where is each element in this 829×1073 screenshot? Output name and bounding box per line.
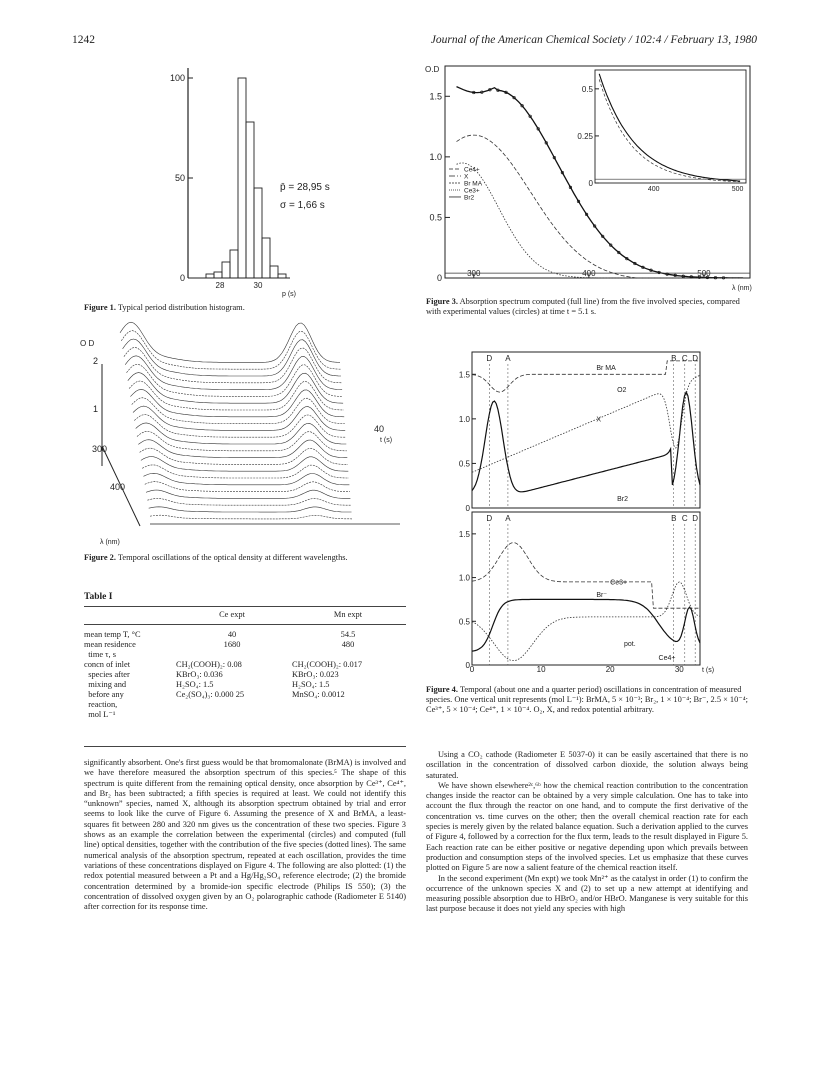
lambda-tick-label: 400 bbox=[110, 482, 126, 492]
table-head-rule bbox=[84, 624, 406, 625]
phase-marker-label: A bbox=[505, 514, 511, 523]
y-tick-label: 1.5 bbox=[458, 370, 470, 380]
inset-x-tick-label: 500 bbox=[731, 186, 744, 193]
paragraph: significantly absorbent. One's first guess would be that bromomalonate (BrMA) is involved and we have therefore measured the absorption spectrum of this species.⁵ The shape of this spectrum is quite different from the remaining optical density, once absorption by Ce³⁺, Ce⁴⁺, and Br₂ has been subtracted; a fifth species is required at least. We could not identify this “unknown” species, named X, although its absorption spectrum obtained by trial and error seems to look like the curve of Figure 6. Assuming the presence of X and BrMA, a least-squares fit between 280 and 320 nm gives us the concentration of these two species. Figure 3 shows as an example the correlation between the experimental (circles) and computed (full line) optical densities, together with the contribution of the five species (dotted lines). The same numerical analysis of the absorption spectrum, repeated at each oscillation, provides the time variations of these concentrations displayed on Figure 4. The following are also plotted: (1) the redox potential measured between a Pt and a Hg/Hg₂SO₄ reference electrode; (2) the bromide concentration determined by a bromide-ion specific electrode (Philips IS 550); (3) the concentration of dissolved oxygen given by an O₂ polarographic cathode (Radiometer E 5140) after correction for its response time. bbox=[84, 758, 406, 912]
inset-frame bbox=[595, 70, 746, 183]
lambda-tick-label: 300 bbox=[92, 444, 108, 454]
table-row bbox=[84, 630, 406, 640]
od-trace bbox=[129, 381, 344, 410]
x-tick-label: 500 bbox=[697, 269, 711, 278]
body-right-column bbox=[426, 750, 748, 915]
caption-label: Figure 4. bbox=[426, 685, 458, 694]
histogram-bar bbox=[262, 238, 270, 278]
figure-1-caption bbox=[84, 303, 404, 313]
od-trace bbox=[120, 322, 340, 362]
paragraph: Using a CO₂ cathode (Radiometer E 5037-0) it can be easily ascertained that there is no oscillation in the concentration of dissolved carbon dioxide, the solution always being saturated. bbox=[426, 750, 748, 780]
concentration-trace bbox=[472, 599, 700, 651]
histogram-bar bbox=[238, 78, 246, 278]
row-mn: CH₂(COOH)₂: 0.017 KBrO₃: 0.023 H₂SO₄: 1.5 MnSO₄: 0.0012 bbox=[292, 660, 363, 699]
caption-text: Temporal oscillations of the optical density at different wavelengths. bbox=[117, 553, 348, 562]
concentration-trace bbox=[472, 375, 700, 472]
body-left-column bbox=[84, 758, 406, 912]
od-trace bbox=[136, 423, 347, 444]
y-tick-label: 1.5 bbox=[429, 91, 442, 102]
phase-marker-label: D bbox=[486, 514, 493, 523]
y-tick-label: 0 bbox=[179, 273, 185, 283]
legend-label: Ce4+ bbox=[464, 166, 480, 174]
y-tick-label: 0 bbox=[465, 661, 470, 670]
od-trace bbox=[150, 515, 352, 519]
phase-marker-label: D bbox=[692, 354, 699, 363]
running-header: Journal of the American Chemical Society / 102:4 / February 13, 1980 bbox=[430, 34, 757, 46]
series-label: Ce4+ bbox=[658, 654, 676, 662]
series-label: Br MA bbox=[596, 364, 616, 372]
legend-label: Br MA bbox=[464, 180, 483, 188]
concentration-trace bbox=[472, 543, 700, 609]
x-tick-label: 400 bbox=[582, 269, 596, 278]
y-tick-label: 0.5 bbox=[458, 459, 470, 469]
inset-y-tick-label: 0.25 bbox=[577, 131, 593, 141]
concentration-trace bbox=[472, 361, 700, 395]
od-tick-label: 2 bbox=[92, 356, 98, 366]
phase-marker-label: C bbox=[681, 354, 688, 363]
table-top-rule bbox=[84, 606, 406, 607]
concentration-trace bbox=[472, 392, 700, 492]
paragraph: We have shown elsewhere²ᶜ,⁶ᵇ how the chemical reaction contribution to the concentration changes inside the reactor can be obtained by a very simple calculation. One has to take into account the flux through the reactor on one hand, and to compute the first derivative of the concentration vs. time curves on the other; then the overall chemical reaction rate for each species is merely given by the related balance equation. Such a derivation applied to the curves of Figure 4, followed by a correction for the flux term, leads to the result displayed in Figure 5. Each reaction rate can be either positive or negative depending upon which prevails between production and consumption steps of the involved species. Let us emphasize that these curves plotted on Figure 5 are now a salient feature of the chemical reaction itself. bbox=[426, 780, 748, 873]
caption-label: Figure 3. bbox=[426, 297, 458, 306]
histogram-bar bbox=[230, 250, 238, 278]
caption-text: Temporal (about one and a quarter period) oscillations in concentration of measured species. One vertical unit represents (mol L⁻¹): BrMA, 5 × 10⁻³; Br₂, 1 × 10⁻⁴; Br⁻, 2.5 × 10⁻⁴; Ce³⁺, 5 × 10⁻⁴; Ce⁴⁺, 1 × 10⁻⁴. O₂, X, and redox potential arbitrary. bbox=[426, 685, 748, 715]
row-label: mean temp T, °C bbox=[84, 630, 141, 639]
annotation-sigma: σ = 1,66 s bbox=[280, 200, 325, 211]
x-axis-label: λ (nm) bbox=[732, 285, 752, 292]
phase-marker-label: D bbox=[692, 514, 699, 523]
x-axis-label: t (s) bbox=[702, 667, 715, 674]
figure-2-caption bbox=[84, 553, 406, 563]
phase-marker-label: A bbox=[505, 354, 511, 363]
phase-marker-label: B bbox=[671, 514, 677, 523]
x-tick-label: 10 bbox=[536, 665, 546, 674]
x-axis-label: p (s) bbox=[282, 291, 296, 298]
row-ce: CH₂(COOH)₂: 0.08 KBrO₃: 0.036 H₂SO₄: 1.5 Ce₂(SO₄)₃: 0.000 25 bbox=[176, 660, 245, 699]
caption-label: Figure 1. bbox=[84, 303, 116, 312]
x-tick-label: 30 bbox=[674, 665, 684, 674]
x-tick-label: 300 bbox=[467, 269, 481, 278]
lambda-axis-label: λ (nm) bbox=[100, 539, 120, 546]
table-row bbox=[84, 640, 406, 660]
histogram-bar bbox=[270, 266, 278, 278]
figure-3-caption bbox=[426, 297, 748, 317]
y-tick-label: 1.0 bbox=[429, 151, 442, 162]
series-label: Br⁻ bbox=[596, 591, 608, 599]
x-tick-label: 28 bbox=[215, 281, 225, 290]
t-axis-label: t (s) bbox=[380, 437, 393, 444]
histogram-bar bbox=[278, 274, 286, 278]
figure-4-oscillations bbox=[450, 340, 730, 674]
paragraph: In the second experiment (Mn expt) we took Mn²⁺ as the catalyst in order (1) to confirm the occurrence of the unknown species X and (2) to set up a new attempt at identifying and measuring possible absorption due to HBrO₂ and/or HBrO. Manganese is very suitable for this last purpose because it does not yield any species with high bbox=[426, 873, 748, 914]
panel-frame bbox=[472, 352, 700, 508]
annotation-mean: p̄ = 28,95 s bbox=[280, 182, 330, 193]
table-1 bbox=[84, 610, 406, 620]
inset-y-tick-label: 0.5 bbox=[581, 84, 593, 94]
od-trace bbox=[128, 373, 343, 404]
t-tick-label: 40 bbox=[374, 424, 385, 434]
histogram-bar bbox=[206, 274, 214, 278]
table-body bbox=[84, 630, 406, 720]
row-label: concn of inlet species after mixing and before any reaction, mol L⁻¹ bbox=[84, 660, 131, 719]
caption-text: Typical period distribution histogram. bbox=[117, 303, 245, 312]
y-tick-label: 0.5 bbox=[429, 212, 442, 223]
page-number: 1242 bbox=[72, 34, 95, 46]
concentration-trace bbox=[472, 579, 700, 661]
od-trace bbox=[137, 431, 347, 451]
figure-4-caption bbox=[426, 685, 748, 716]
panel-frame bbox=[472, 512, 700, 665]
od-trace bbox=[147, 498, 351, 505]
series-label: X bbox=[596, 416, 602, 424]
series-label: Ce3+ bbox=[610, 579, 628, 587]
od-trace bbox=[146, 490, 350, 498]
series-label: O2 bbox=[617, 387, 627, 395]
y-tick-label: 100 bbox=[169, 73, 185, 83]
figure-1-histogram bbox=[160, 58, 360, 298]
series-label: pot. bbox=[624, 640, 636, 648]
y-tick-label: 1.5 bbox=[458, 529, 470, 539]
col-head-mn: Mn expt bbox=[333, 610, 363, 619]
od-trace bbox=[138, 440, 347, 458]
row-label: mean residence time τ, s bbox=[84, 640, 136, 659]
od-trace bbox=[132, 398, 345, 424]
od-trace bbox=[149, 507, 352, 512]
caption-label: Figure 2. bbox=[84, 553, 116, 562]
row-ce: 1680 bbox=[223, 640, 241, 649]
inset-y-tick-label: 0 bbox=[588, 179, 593, 188]
od-tick-label: 1 bbox=[92, 404, 98, 414]
od-trace bbox=[141, 457, 348, 472]
od-trace bbox=[145, 482, 350, 492]
histogram-bar bbox=[222, 262, 230, 278]
y-tick-label: 0.5 bbox=[458, 617, 470, 627]
y-axis-label: O.D bbox=[425, 65, 440, 74]
row-mn: 54.5 bbox=[340, 630, 356, 639]
histogram-bar bbox=[246, 122, 254, 278]
phase-marker-label: D bbox=[486, 354, 493, 363]
histogram-bar bbox=[214, 272, 222, 278]
od-label: O D bbox=[80, 339, 95, 348]
figure-3-spectrum bbox=[420, 58, 780, 298]
legend-label: X bbox=[464, 173, 469, 181]
table-row bbox=[84, 660, 406, 720]
y-tick-label: 1.0 bbox=[458, 414, 470, 424]
inset-x-tick-label: 400 bbox=[647, 186, 660, 193]
histogram-bar bbox=[254, 188, 262, 278]
x-tick-label: 30 bbox=[253, 281, 263, 290]
x-tick-label: 20 bbox=[605, 665, 615, 674]
x-tick-label: 0 bbox=[469, 665, 475, 674]
phase-marker-label: C bbox=[681, 514, 688, 523]
row-mn: 480 bbox=[341, 640, 355, 649]
y-tick-label: 0 bbox=[436, 273, 442, 283]
caption-text: Absorption spectrum computed (full line) from the five involved species, compared with experimental values (circles) at time t = 5.1 s. bbox=[426, 297, 740, 317]
y-tick-label: 1.0 bbox=[458, 573, 470, 583]
legend-label: Br2 bbox=[464, 194, 475, 202]
figure-2-waterfall bbox=[80, 336, 410, 546]
series-label: Br2 bbox=[617, 495, 628, 503]
row-ce: 40 bbox=[227, 630, 237, 639]
phase-marker-label: B bbox=[671, 354, 677, 363]
table-bottom-rule bbox=[84, 746, 406, 747]
col-head-ce: Ce expt bbox=[219, 610, 245, 619]
y-tick-label: 0 bbox=[465, 504, 470, 513]
legend-label: Ce3+ bbox=[464, 187, 480, 195]
table-1-title: Table I bbox=[84, 592, 113, 602]
y-tick-label: 50 bbox=[174, 173, 185, 183]
